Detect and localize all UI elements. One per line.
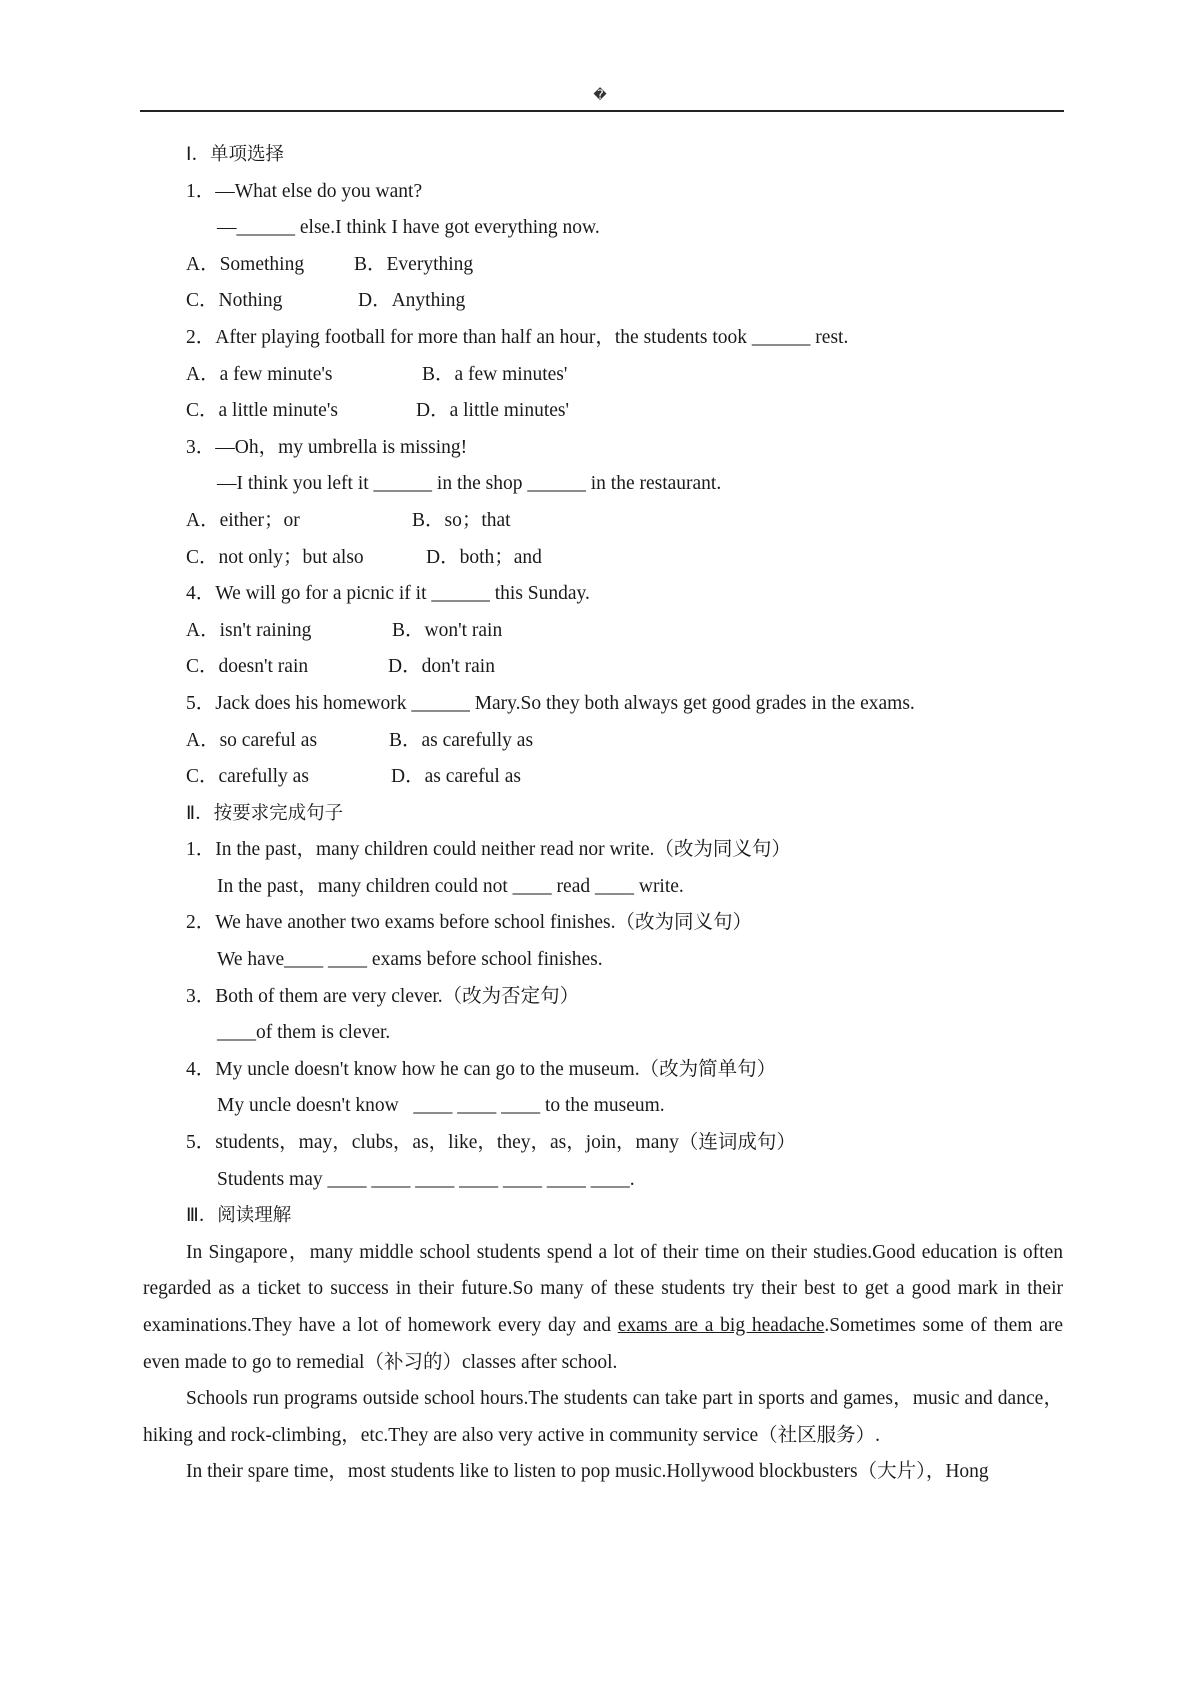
- question-1-options-ab: [143, 247, 1063, 284]
- question-4: [143, 576, 1063, 613]
- sentence-task-4: [143, 1052, 1063, 1089]
- task-number: 5．: [186, 1132, 216, 1154]
- section-title-multiple-choice: Ⅰ．单项选择: [186, 144, 284, 165]
- reading-paragraph-2: Schools run programs outside school hours.The students can take part in sports and games，music and dance，hiking and rock-climbing，etc.They are also very active in community service（社区服务）.: [143, 1388, 1063, 1446]
- question-text: Jack does his homework ______ Mary.So they both always get good grades in the exams.: [215, 692, 915, 714]
- paragraph-text: In Singapore，many middle school students spend a lot of their time on their studies.Good education is often regarded as a ticket to success in their future.So many of these students try their best to get a good mark in their examinations.They have a lot of homework every day and: [143, 1241, 1063, 1336]
- option-b: B．won't rain: [392, 619, 503, 641]
- task-number: 1．: [186, 839, 216, 861]
- option-d: D．a little minutes': [416, 400, 569, 422]
- question-text: We will go for a picnic if it ______ this Sunday.: [215, 583, 590, 605]
- reading-paragraph-3: In their spare time，most students like to listen to pop music.Hollywood blockbusters（大片），Hong: [186, 1461, 989, 1483]
- question-2: [143, 320, 1063, 357]
- header-rule: [140, 110, 1064, 112]
- reading-paragraph-1: [143, 1235, 1063, 1381]
- question-4-options-cd: [143, 649, 1063, 686]
- option-c: C．Nothing: [186, 290, 283, 312]
- task-text: In the past，many children could neither read nor write.（改为同义句）: [215, 839, 791, 861]
- sentence-answer-3: ____of them is clever.: [217, 1022, 391, 1044]
- question-2-options-ab: [143, 357, 1063, 394]
- question-number: 2．: [186, 326, 216, 348]
- question-5-options-ab: [143, 723, 1063, 760]
- task-text: students，may，clubs，as，like，they，as，join，many（连词成句）: [215, 1132, 796, 1154]
- question-2-options-cd: [143, 393, 1063, 430]
- question-3-reply: —I think you left it ______ in the shop ______ in the restaurant.: [217, 473, 722, 495]
- option-a: A．so careful as: [186, 729, 318, 751]
- option-c: C．a little minute's: [186, 400, 338, 422]
- question-number: 4．: [186, 583, 216, 605]
- option-d: D．as careful as: [391, 766, 521, 788]
- sentence-task-3: [143, 979, 1063, 1016]
- question-1: [143, 174, 1063, 211]
- question-4-options-ab: [143, 613, 1063, 650]
- option-d: D．don't rain: [388, 656, 495, 678]
- sentence-task-2: [143, 905, 1063, 942]
- option-b: B．as carefully as: [389, 729, 534, 751]
- task-number: 4．: [186, 1058, 216, 1080]
- sentence-answer-4: My uncle doesn't know ____ ____ ____ to the museum.: [217, 1095, 665, 1117]
- task-text: My uncle doesn't know how he can go to the museum.（改为简单句）: [215, 1058, 777, 1080]
- option-b: B．so；that: [412, 509, 511, 531]
- option-a: A．either；or: [186, 509, 300, 531]
- sentence-task-1: [143, 832, 1063, 869]
- question-3-options-cd: [143, 540, 1063, 577]
- option-a: A．a few minute's: [186, 363, 333, 385]
- question-text: —Oh，my umbrella is missing!: [215, 436, 468, 458]
- question-3: [143, 430, 1063, 467]
- option-a: A．Something: [186, 253, 305, 275]
- question-number: 1．: [186, 180, 216, 202]
- task-text: We have another two exams before school finishes.（改为同义句）: [215, 912, 752, 934]
- option-d: D．Anything: [358, 290, 466, 312]
- header-mark: �: [593, 88, 607, 103]
- question-5-options-cd: [143, 759, 1063, 796]
- question-1-options-cd: [143, 283, 1063, 320]
- option-b: B．Everything: [354, 253, 474, 275]
- sentence-task-5: [143, 1125, 1063, 1162]
- document-body: [143, 137, 1063, 1491]
- underlined-phrase: exams are a big headache: [617, 1315, 825, 1336]
- option-d: D．both；and: [426, 546, 542, 568]
- question-text: —What else do you want?: [215, 180, 423, 202]
- paragraph-text: .Sometimes some of them are even made to go to remedial（补习的）classes after school.: [143, 1315, 1063, 1373]
- task-number: 2．: [186, 912, 216, 934]
- option-c: C．not only；but also: [186, 546, 364, 568]
- section-title-complete-sentences: Ⅱ．按要求完成句子: [186, 802, 344, 824]
- option-b: B．a few minutes': [422, 363, 568, 385]
- task-text: Both of them are very clever.（改为否定句）: [215, 985, 580, 1007]
- sentence-answer-1: In the past，many children could not ____ read ____ write.: [217, 875, 684, 897]
- option-c: C．doesn't rain: [186, 656, 309, 678]
- question-5: [143, 686, 1063, 723]
- option-c: C．carefully as: [186, 766, 309, 788]
- task-number: 3．: [186, 985, 216, 1007]
- option-a: A．isn't raining: [186, 619, 312, 641]
- question-number: 5．: [186, 692, 216, 714]
- sentence-answer-2: We have____ ____ exams before school finishes.: [217, 949, 603, 971]
- question-1-reply: —______ else.I think I have got everything now.: [217, 217, 600, 239]
- question-3-options-ab: [143, 503, 1063, 540]
- section-title-reading: Ⅲ．阅读理解: [186, 1205, 292, 1227]
- question-number: 3．: [186, 436, 216, 458]
- question-text: After playing football for more than half an hour，the students took ______ rest.: [215, 326, 849, 348]
- sentence-answer-5: Students may ____ ____ ____ ____ ____ ____ ____.: [217, 1168, 635, 1190]
